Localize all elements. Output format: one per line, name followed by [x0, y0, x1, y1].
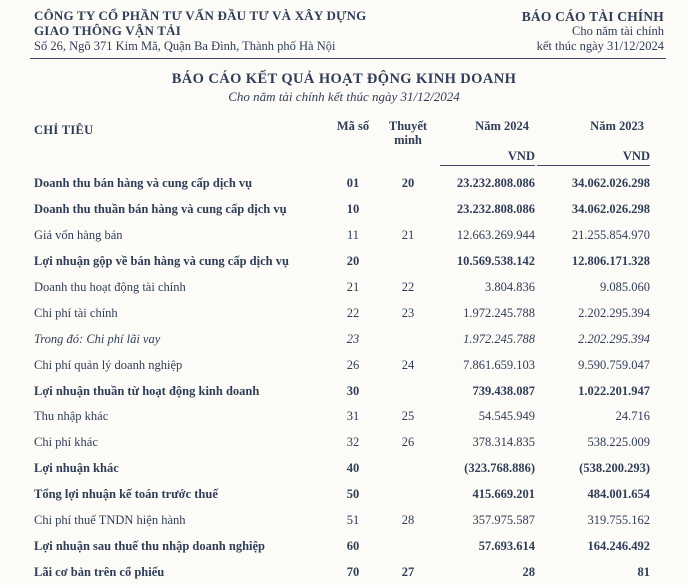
row-value-2024: 357.975.587 — [472, 513, 535, 528]
row-value-2023: 319.755.162 — [587, 513, 650, 528]
row-indicator-label: Chi phí thuế TNDN hiện hành — [34, 513, 186, 528]
row-note: 22 — [401, 280, 415, 294]
document-header — [0, 8, 688, 54]
row-value-2023: 34.062.026.298 — [571, 202, 650, 217]
row-code: 31 — [346, 409, 360, 424]
report-period-line2: kết thúc ngày 31/12/2024 — [536, 38, 664, 53]
row-indicator-label: Thu nhập khác — [34, 409, 109, 424]
row-note: 26 — [401, 435, 415, 450]
row-code: 32 — [346, 435, 360, 450]
row-value-2024: 12.663.269.944 — [456, 228, 535, 243]
row-value-2023: 24.716 — [615, 409, 650, 424]
row-value-2024: 1.972.245.788 — [463, 331, 535, 346]
row-value-2024: 415.669.201 — [472, 487, 535, 502]
table-row — [34, 378, 650, 404]
table-row — [34, 559, 650, 585]
row-value-2024: 739.438.087 — [472, 383, 535, 398]
report-meta-block — [522, 8, 664, 53]
table-row — [34, 508, 650, 534]
row-value-2023: 484.001.654 — [587, 487, 650, 502]
table-row — [34, 197, 650, 223]
table-row — [34, 430, 650, 456]
row-value-2024: 1.972.245.788 — [463, 305, 535, 320]
row-indicator-label: Lãi cơ bản trên cổ phiếu — [34, 564, 165, 579]
table-row — [34, 223, 650, 249]
row-value-2023: 2.202.295.394 — [578, 331, 650, 346]
table-header-row — [34, 117, 650, 147]
row-indicator-label: Doanh thu hoạt động tài chính — [34, 280, 186, 294]
row-note: 23 — [401, 305, 415, 320]
row-code: 11 — [346, 228, 360, 243]
currency-label-2023: VND — [537, 149, 650, 166]
report-period-line1: Cho năm tài chính — [572, 24, 664, 38]
row-code: 70 — [346, 564, 360, 579]
company-address: Số 26, Ngõ 371 Kim Mã, Quận Ba Đình, Thành phố Hà Nội — [34, 39, 336, 53]
row-value-2023: 164.246.492 — [587, 538, 650, 553]
row-code: 10 — [346, 202, 360, 217]
row-indicator-label: Doanh thu thuần bán hàng và cung cấp dịch vụ — [34, 202, 287, 217]
company-name-line1: CÔNG TY CỔ PHẦN TƯ VẤN ĐẦU TƯ VÀ XÂY DỰNG — [34, 8, 367, 23]
header-divider — [30, 58, 666, 59]
row-indicator-label: Doanh thu bán hàng và cung cấp dịch vụ — [34, 176, 253, 191]
column-header-code: Mã số — [336, 119, 370, 133]
row-value-2024: (323.768.886) — [464, 461, 535, 476]
row-value-2023: 1.022.201.947 — [578, 383, 650, 398]
title-block — [0, 71, 688, 105]
row-value-2024: 7.861.659.103 — [463, 357, 535, 372]
row-value-2023: 538.225.009 — [587, 435, 650, 450]
company-block — [34, 8, 367, 54]
row-code: 40 — [346, 461, 360, 476]
row-value-2024: 23.232.808.086 — [456, 176, 535, 191]
row-code: 01 — [346, 176, 360, 191]
row-code: 26 — [346, 357, 360, 372]
table-row — [34, 482, 650, 508]
row-note: 28 — [401, 513, 415, 528]
table-row — [34, 352, 650, 378]
row-indicator-label: Trong đó: Chi phí lãi vay — [34, 331, 161, 346]
row-value-2023: 21.255.854.970 — [571, 228, 650, 243]
row-value-2023: 9.085.060 — [600, 280, 650, 294]
row-value-2024: 57.693.614 — [478, 538, 535, 553]
row-value-2024: 54.545.949 — [478, 409, 535, 424]
row-indicator-label: Lợi nhuận khác — [34, 461, 119, 476]
table-row — [34, 171, 650, 197]
table-row — [34, 249, 650, 275]
row-value-2023: (538.200.293) — [579, 461, 650, 476]
row-code: 30 — [346, 383, 360, 398]
table-row — [34, 275, 650, 301]
document-subtitle: Cho năm tài chính kết thúc ngày 31/12/2024 — [228, 89, 460, 104]
row-value-2023: 9.590.759.047 — [578, 357, 650, 372]
row-indicator-label: Giá vốn hàng bán — [34, 228, 123, 243]
row-indicator-label: Tổng lợi nhuận kế toán trước thuế — [34, 487, 218, 502]
row-value-2024: 10.569.538.142 — [456, 254, 535, 269]
currency-label-2024: VND — [440, 149, 535, 166]
row-code: 60 — [346, 538, 360, 553]
row-indicator-label: Chi phí tài chính — [34, 305, 118, 320]
row-note: 21 — [401, 228, 415, 243]
table-row — [34, 326, 650, 352]
document-title: BÁO CÁO KẾT QUẢ HOẠT ĐỘNG KINH DOANH — [171, 71, 517, 87]
row-value-2023: 81 — [637, 564, 650, 579]
table-row — [34, 300, 650, 326]
row-note: 27 — [401, 564, 415, 579]
row-value-2023: 12.806.171.328 — [571, 254, 650, 269]
row-code: 21 — [346, 280, 360, 294]
currency-row — [34, 148, 650, 166]
row-indicator-label: Chi phí quản lý doanh nghiệp — [34, 357, 183, 372]
row-note: 24 — [401, 357, 415, 372]
table-row — [34, 456, 650, 482]
report-type: BÁO CÁO TÀI CHÍNH — [521, 9, 664, 24]
row-indicator-label: Lợi nhuận thuần từ hoạt động kinh doanh — [34, 383, 260, 398]
row-note: 25 — [401, 409, 415, 424]
row-value-2024: 23.232.808.086 — [456, 202, 535, 217]
row-value-2023: 2.202.295.394 — [578, 305, 650, 320]
company-name-line2: GIAO THÔNG VẬN TẢI — [34, 23, 181, 38]
row-value-2024: 28 — [522, 564, 535, 579]
table-row — [34, 533, 650, 559]
table-body — [34, 171, 650, 585]
row-indicator-label: Lợi nhuận gộp về bán hàng và cung cấp dịch vụ — [34, 254, 289, 269]
row-code: 23 — [346, 331, 360, 346]
row-value-2024: 378.314.835 — [472, 435, 535, 450]
column-header-indicator: CHỈ TIÊU — [34, 123, 94, 137]
table-row — [34, 404, 650, 430]
row-value-2024: 3.804.836 — [485, 280, 535, 294]
row-code: 50 — [346, 487, 360, 502]
row-code: 20 — [346, 254, 360, 269]
row-code: 22 — [346, 305, 360, 320]
column-header-year-2023: Năm 2023 — [590, 119, 644, 133]
row-indicator-label: Lợi nhuận sau thuế thu nhập doanh nghiệp — [34, 538, 265, 553]
row-value-2023: 34.062.026.298 — [571, 176, 650, 191]
row-indicator-label: Chi phí khác — [34, 435, 98, 450]
column-header-note: Thuyết minh — [388, 119, 428, 147]
row-note: 20 — [401, 176, 415, 191]
row-code: 51 — [346, 513, 360, 528]
income-statement-table — [34, 117, 650, 585]
column-header-year-2024: Năm 2024 — [475, 119, 529, 133]
